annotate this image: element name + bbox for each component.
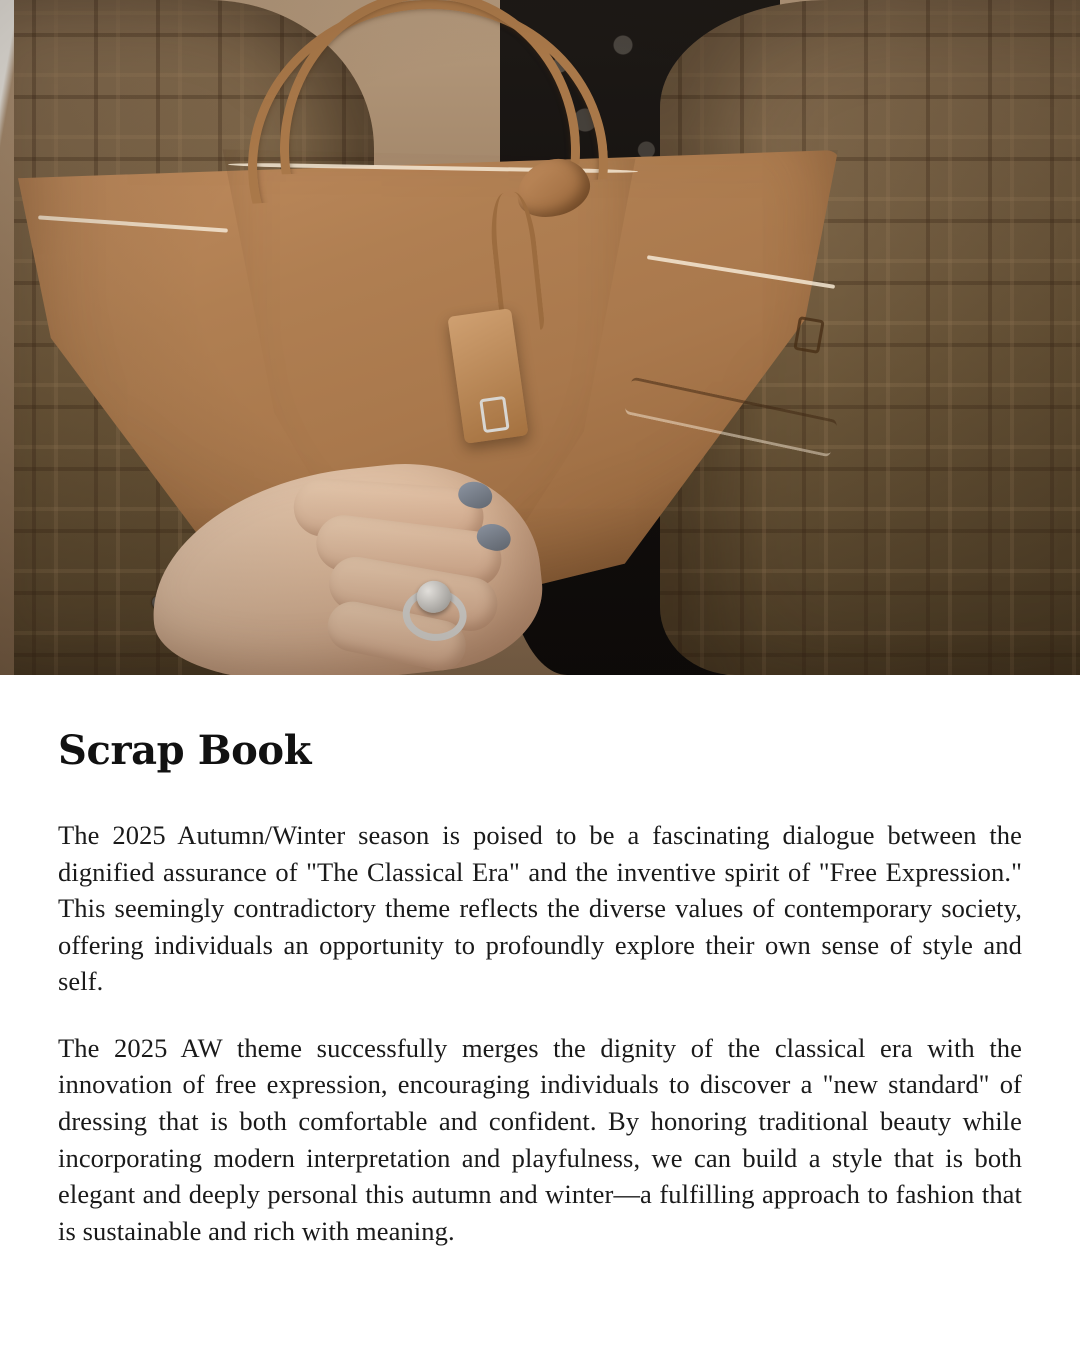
article-content xyxy=(0,675,1080,1350)
bag-buckle xyxy=(793,316,825,354)
paragraph-2: The 2025 AW theme successfully merges the dignity of the classical era with the innovation of free expression, encouraging individuals to discover a "new standard" of dressing that is both comfortable and confident. By honoring traditional beauty while incorporating modern interpretation and playfulness, we can build a style that is both elegant and deeply personal this autumn and winter—a fulfilling approach to fashion that is sustainable and rich with meaning. xyxy=(58,1032,1022,1246)
page-title: Scrap Book xyxy=(58,727,312,774)
paragraph-1: The 2025 Autumn/Winter season is poised to be a fascinating dialogue between the dignified assurance of "The Classical Era" and the inventive spirit of "Free Expression." This seemingly contradictory theme reflects the diverse values of contemporary society, offering individuals an opportunity to profoundly explore their own sense of style and self. xyxy=(58,820,1022,997)
tag-metal-ring xyxy=(479,396,509,433)
